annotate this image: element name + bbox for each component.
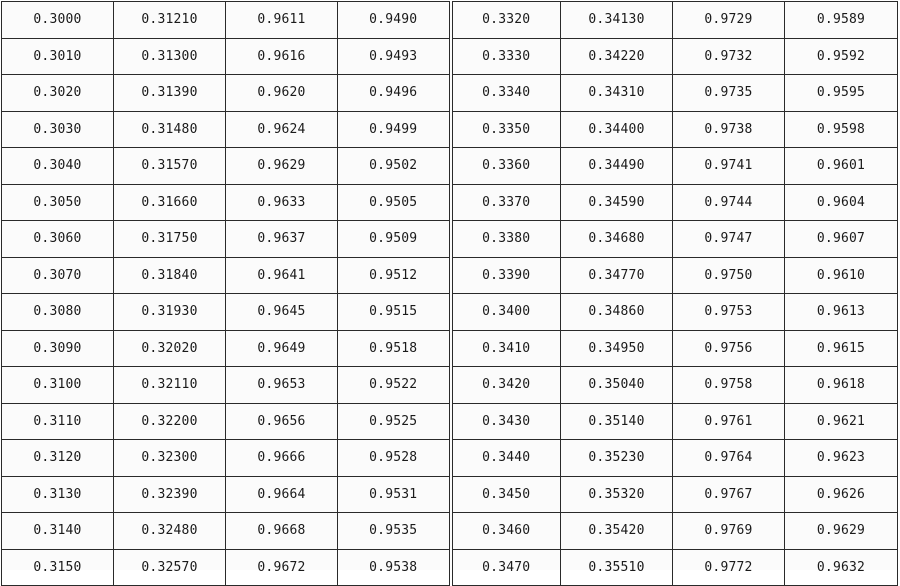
table-cell: 0.9610 [785, 257, 898, 294]
table-cell: 0.9653 [226, 367, 338, 404]
table-cell: 0.34490 [561, 148, 673, 185]
table-cell: 0.9592 [785, 38, 898, 75]
table-cell: 0.3020 [2, 75, 114, 112]
table-cell: 0.31210 [114, 2, 226, 39]
table-cell: 0.9732 [673, 38, 785, 75]
table-cell: 0.34590 [561, 184, 673, 221]
table-cell: 0.3040 [2, 148, 114, 185]
table-cell: 0.9613 [785, 294, 898, 331]
table-cell: 0.9499 [338, 111, 451, 148]
table-cell: 0.3130 [2, 476, 114, 513]
table-cell: 0.3440 [451, 440, 561, 477]
table-cell: 0.3370 [451, 184, 561, 221]
table-cell: 0.34860 [561, 294, 673, 331]
table-cell: 0.9645 [226, 294, 338, 331]
table-row [2, 257, 898, 294]
table-cell: 0.9595 [785, 75, 898, 112]
table-cell: 0.3110 [2, 403, 114, 440]
table-cell: 0.3150 [2, 549, 114, 586]
table-row [2, 75, 898, 112]
table-row [2, 111, 898, 148]
table-cell: 0.9741 [673, 148, 785, 185]
table-cell: 0.3400 [451, 294, 561, 331]
table-cell: 0.31660 [114, 184, 226, 221]
table-cell: 0.3450 [451, 476, 561, 513]
table-cell: 0.34310 [561, 75, 673, 112]
table-cell: 0.9512 [338, 257, 451, 294]
table-cell: 0.35140 [561, 403, 673, 440]
table-cell: 0.9738 [673, 111, 785, 148]
table-row [2, 549, 898, 586]
table-cell: 0.9656 [226, 403, 338, 440]
table-cell: 0.9615 [785, 330, 898, 367]
table-cell: 0.9772 [673, 549, 785, 586]
table-row [2, 330, 898, 367]
table-cell: 0.9664 [226, 476, 338, 513]
table-cell: 0.3100 [2, 367, 114, 404]
table-cell: 0.31750 [114, 221, 226, 258]
table-cell: 0.34950 [561, 330, 673, 367]
table-cell: 0.34680 [561, 221, 673, 258]
table-cell: 0.3060 [2, 221, 114, 258]
table-cell: 0.32390 [114, 476, 226, 513]
table-cell: 0.9515 [338, 294, 451, 331]
table-cell: 0.3380 [451, 221, 561, 258]
table-cell: 0.9509 [338, 221, 451, 258]
table-cell: 0.3340 [451, 75, 561, 112]
table-cell: 0.9538 [338, 549, 451, 586]
table-cell: 0.35320 [561, 476, 673, 513]
table-cell: 0.3080 [2, 294, 114, 331]
table-row [2, 2, 898, 39]
table-cell: 0.9641 [226, 257, 338, 294]
table-cell: 0.9744 [673, 184, 785, 221]
table-cell: 0.3030 [2, 111, 114, 148]
table-cell: 0.9502 [338, 148, 451, 185]
table-row [2, 513, 898, 550]
table-cell: 0.32020 [114, 330, 226, 367]
table-cell: 0.3390 [451, 257, 561, 294]
table-cell: 0.9753 [673, 294, 785, 331]
table-cell: 0.9672 [226, 549, 338, 586]
table-cell: 0.34770 [561, 257, 673, 294]
table-row [2, 38, 898, 75]
data-table [1, 1, 898, 586]
table-cell: 0.3460 [451, 513, 561, 550]
table-cell: 0.3010 [2, 38, 114, 75]
table-cell: 0.31930 [114, 294, 226, 331]
table-cell: 0.9769 [673, 513, 785, 550]
table-cell: 0.9756 [673, 330, 785, 367]
table-cell: 0.34130 [561, 2, 673, 39]
table-cell: 0.9624 [226, 111, 338, 148]
table-cell: 0.32570 [114, 549, 226, 586]
table-cell: 0.3420 [451, 367, 561, 404]
table-cell: 0.34220 [561, 38, 673, 75]
table-cell: 0.3050 [2, 184, 114, 221]
table-cell: 0.9649 [226, 330, 338, 367]
table-cell: 0.9735 [673, 75, 785, 112]
table-cell: 0.9589 [785, 2, 898, 39]
table-body [2, 2, 898, 586]
table-cell: 0.9623 [785, 440, 898, 477]
table-cell: 0.32110 [114, 367, 226, 404]
table-cell: 0.9505 [338, 184, 451, 221]
table-cell: 0.32200 [114, 403, 226, 440]
table-cell: 0.9618 [785, 367, 898, 404]
table-cell: 0.9666 [226, 440, 338, 477]
table-cell: 0.35040 [561, 367, 673, 404]
table-cell: 0.9598 [785, 111, 898, 148]
table-cell: 0.3350 [451, 111, 561, 148]
table-cell: 0.9535 [338, 513, 451, 550]
table-cell: 0.3120 [2, 440, 114, 477]
table-cell: 0.35230 [561, 440, 673, 477]
table-row [2, 148, 898, 185]
table-row [2, 367, 898, 404]
table-row [2, 221, 898, 258]
table-cell: 0.3070 [2, 257, 114, 294]
table-cell: 0.9729 [673, 2, 785, 39]
table-cell: 0.9633 [226, 184, 338, 221]
table-cell: 0.9632 [785, 549, 898, 586]
table-cell: 0.31480 [114, 111, 226, 148]
table-cell: 0.3430 [451, 403, 561, 440]
table-cell: 0.9531 [338, 476, 451, 513]
table-cell: 0.31840 [114, 257, 226, 294]
table-cell: 0.9629 [785, 513, 898, 550]
table-cell: 0.31390 [114, 75, 226, 112]
table-row [2, 403, 898, 440]
table-cell: 0.9626 [785, 476, 898, 513]
table-cell: 0.3470 [451, 549, 561, 586]
table-cell: 0.31300 [114, 38, 226, 75]
table-cell: 0.9601 [785, 148, 898, 185]
table-cell: 0.3360 [451, 148, 561, 185]
table-row [2, 476, 898, 513]
table-cell: 0.3090 [2, 330, 114, 367]
table-cell: 0.3330 [451, 38, 561, 75]
table-cell: 0.3000 [2, 2, 114, 39]
table-cell: 0.9758 [673, 367, 785, 404]
table-cell: 0.3140 [2, 513, 114, 550]
table-cell: 0.9522 [338, 367, 451, 404]
table-cell: 0.9607 [785, 221, 898, 258]
table-cell: 0.9493 [338, 38, 451, 75]
table-cell: 0.9764 [673, 440, 785, 477]
table-cell: 0.31570 [114, 148, 226, 185]
table-cell: 0.35510 [561, 549, 673, 586]
table-row [2, 440, 898, 477]
table-cell: 0.9528 [338, 440, 451, 477]
table-cell: 0.9750 [673, 257, 785, 294]
table-cell: 0.9518 [338, 330, 451, 367]
table-cell: 0.9604 [785, 184, 898, 221]
table-cell: 0.9496 [338, 75, 451, 112]
table-cell: 0.9637 [226, 221, 338, 258]
table-cell: 0.9620 [226, 75, 338, 112]
table-cell: 0.9629 [226, 148, 338, 185]
table-cell: 0.32300 [114, 440, 226, 477]
data-table-sheet [1, 1, 897, 575]
table-cell: 0.3410 [451, 330, 561, 367]
table-cell: 0.9611 [226, 2, 338, 39]
table-cell: 0.9767 [673, 476, 785, 513]
table-cell: 0.32480 [114, 513, 226, 550]
table-row [2, 294, 898, 331]
table-cell: 0.9616 [226, 38, 338, 75]
table-cell: 0.9490 [338, 2, 451, 39]
table-cell: 0.34400 [561, 111, 673, 148]
table-cell: 0.9621 [785, 403, 898, 440]
table-cell: 0.9747 [673, 221, 785, 258]
table-cell: 0.35420 [561, 513, 673, 550]
table-cell: 0.9761 [673, 403, 785, 440]
table-cell: 0.9668 [226, 513, 338, 550]
table-cell: 0.3320 [451, 2, 561, 39]
table-cell: 0.9525 [338, 403, 451, 440]
table-row [2, 184, 898, 221]
